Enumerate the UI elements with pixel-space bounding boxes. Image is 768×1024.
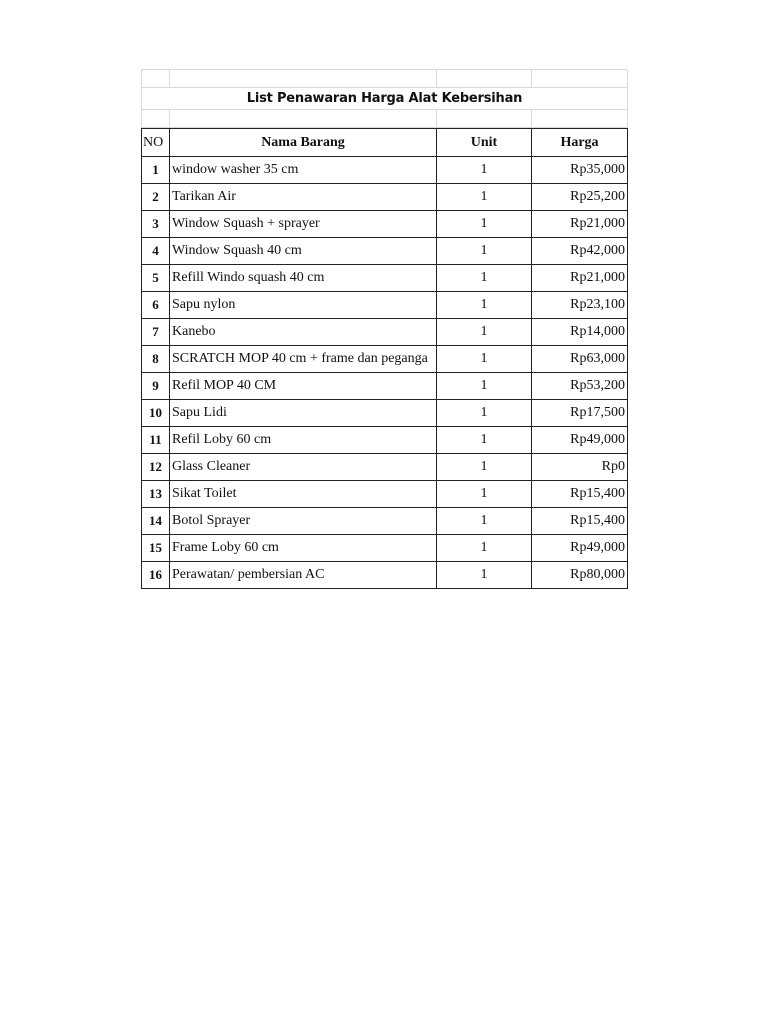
row-unit-cell[interactable]: 1 bbox=[437, 562, 532, 589]
row-no-cell[interactable]: 12 bbox=[142, 454, 170, 481]
row-unit-cell[interactable]: 1 bbox=[437, 481, 532, 508]
row-no-cell[interactable]: 13 bbox=[142, 481, 170, 508]
row-name-cell[interactable]: Frame Loby 60 cm bbox=[170, 535, 437, 562]
table-row bbox=[142, 400, 628, 427]
row-name-cell[interactable]: Glass Cleaner bbox=[170, 454, 437, 481]
empty-cell[interactable] bbox=[532, 70, 628, 88]
header-name[interactable]: Nama Barang bbox=[170, 129, 437, 157]
row-price-cell[interactable]: Rp53,200 bbox=[532, 373, 628, 400]
row-no-cell[interactable]: 3 bbox=[142, 211, 170, 238]
table-row bbox=[142, 184, 628, 211]
row-unit-cell[interactable]: 1 bbox=[437, 238, 532, 265]
row-name-cell[interactable]: Tarikan Air bbox=[170, 184, 437, 211]
row-no-cell[interactable]: 4 bbox=[142, 238, 170, 265]
table-row bbox=[142, 292, 628, 319]
row-price-cell[interactable]: Rp23,100 bbox=[532, 292, 628, 319]
empty-cell[interactable] bbox=[170, 110, 437, 128]
row-name-cell[interactable]: Perawatan/ pembersian AC bbox=[170, 562, 437, 589]
row-price-cell[interactable]: Rp15,400 bbox=[532, 508, 628, 535]
row-no-cell[interactable]: 16 bbox=[142, 562, 170, 589]
row-name-cell[interactable]: Sapu Lidi bbox=[170, 400, 437, 427]
row-unit-cell[interactable]: 1 bbox=[437, 157, 532, 184]
row-unit-cell[interactable]: 1 bbox=[437, 373, 532, 400]
table-row bbox=[142, 346, 628, 373]
row-no-cell[interactable]: 6 bbox=[142, 292, 170, 319]
table-row bbox=[142, 454, 628, 481]
table-row bbox=[142, 157, 628, 184]
row-name-cell[interactable]: window washer 35 cm bbox=[170, 157, 437, 184]
row-price-cell[interactable]: Rp42,000 bbox=[532, 238, 628, 265]
row-price-cell[interactable]: Rp17,500 bbox=[532, 400, 628, 427]
row-no-cell[interactable]: 1 bbox=[142, 157, 170, 184]
row-price-cell[interactable]: Rp21,000 bbox=[532, 265, 628, 292]
row-price-cell[interactable]: Rp0 bbox=[532, 454, 628, 481]
table-row bbox=[142, 265, 628, 292]
row-unit-cell[interactable]: 1 bbox=[437, 400, 532, 427]
row-price-cell[interactable]: Rp25,200 bbox=[532, 184, 628, 211]
empty-cell[interactable] bbox=[142, 110, 170, 128]
row-no-cell[interactable]: 5 bbox=[142, 265, 170, 292]
row-name-cell[interactable]: SCRATCH MOP 40 cm + frame dan peganga bbox=[170, 346, 437, 373]
empty-cell[interactable] bbox=[532, 110, 628, 128]
empty-cell[interactable] bbox=[142, 70, 170, 88]
table-row bbox=[142, 319, 628, 346]
row-no-cell[interactable]: 11 bbox=[142, 427, 170, 454]
header-no[interactable]: NO bbox=[142, 129, 170, 157]
row-price-cell[interactable]: Rp63,000 bbox=[532, 346, 628, 373]
table-row bbox=[142, 427, 628, 454]
row-name-cell[interactable]: Refil MOP 40 CM bbox=[170, 373, 437, 400]
table-row bbox=[142, 535, 628, 562]
row-price-cell[interactable]: Rp21,000 bbox=[532, 211, 628, 238]
header-unit[interactable]: Unit bbox=[437, 129, 532, 157]
row-no-cell[interactable]: 7 bbox=[142, 319, 170, 346]
empty-cell[interactable] bbox=[437, 70, 532, 88]
row-price-cell[interactable]: Rp15,400 bbox=[532, 481, 628, 508]
table-row bbox=[142, 481, 628, 508]
row-name-cell[interactable]: Botol Sprayer bbox=[170, 508, 437, 535]
table-row bbox=[142, 373, 628, 400]
row-unit-cell[interactable]: 1 bbox=[437, 211, 532, 238]
row-no-cell[interactable]: 8 bbox=[142, 346, 170, 373]
row-unit-cell[interactable]: 1 bbox=[437, 427, 532, 454]
row-unit-cell[interactable]: 1 bbox=[437, 292, 532, 319]
row-price-cell[interactable]: Rp49,000 bbox=[532, 427, 628, 454]
row-price-cell[interactable]: Rp35,000 bbox=[532, 157, 628, 184]
row-name-cell[interactable]: Window Squash 40 cm bbox=[170, 238, 437, 265]
row-name-cell[interactable]: Sikat Toilet bbox=[170, 481, 437, 508]
spreadsheet-sheet bbox=[141, 69, 627, 589]
row-unit-cell[interactable]: 1 bbox=[437, 535, 532, 562]
row-name-cell[interactable]: Sapu nylon bbox=[170, 292, 437, 319]
row-unit-cell[interactable]: 1 bbox=[437, 454, 532, 481]
table-row bbox=[142, 211, 628, 238]
header-price[interactable]: Harga bbox=[532, 129, 628, 157]
sheet-title[interactable]: List Penawaran Harga Alat Kebersihan bbox=[142, 88, 628, 110]
row-price-cell[interactable]: Rp49,000 bbox=[532, 535, 628, 562]
empty-cell[interactable] bbox=[170, 70, 437, 88]
table-row bbox=[142, 508, 628, 535]
row-unit-cell[interactable]: 1 bbox=[437, 319, 532, 346]
row-no-cell[interactable]: 15 bbox=[142, 535, 170, 562]
table-row bbox=[142, 238, 628, 265]
row-price-cell[interactable]: Rp14,000 bbox=[532, 319, 628, 346]
table-row bbox=[142, 562, 628, 589]
row-unit-cell[interactable]: 1 bbox=[437, 184, 532, 211]
sheet-header-grid bbox=[141, 69, 627, 128]
row-name-cell[interactable]: Window Squash + sprayer bbox=[170, 211, 437, 238]
row-no-cell[interactable]: 10 bbox=[142, 400, 170, 427]
row-no-cell[interactable]: 2 bbox=[142, 184, 170, 211]
table-header-row bbox=[142, 129, 628, 157]
row-price-cell[interactable]: Rp80,000 bbox=[532, 562, 628, 589]
row-name-cell[interactable]: Refill Windo squash 40 cm bbox=[170, 265, 437, 292]
row-unit-cell[interactable]: 1 bbox=[437, 508, 532, 535]
row-unit-cell[interactable]: 1 bbox=[437, 265, 532, 292]
row-no-cell[interactable]: 9 bbox=[142, 373, 170, 400]
price-table bbox=[141, 128, 628, 589]
empty-cell[interactable] bbox=[437, 110, 532, 128]
row-name-cell[interactable]: Kanebo bbox=[170, 319, 437, 346]
row-no-cell[interactable]: 14 bbox=[142, 508, 170, 535]
row-name-cell[interactable]: Refil Loby 60 cm bbox=[170, 427, 437, 454]
row-unit-cell[interactable]: 1 bbox=[437, 346, 532, 373]
